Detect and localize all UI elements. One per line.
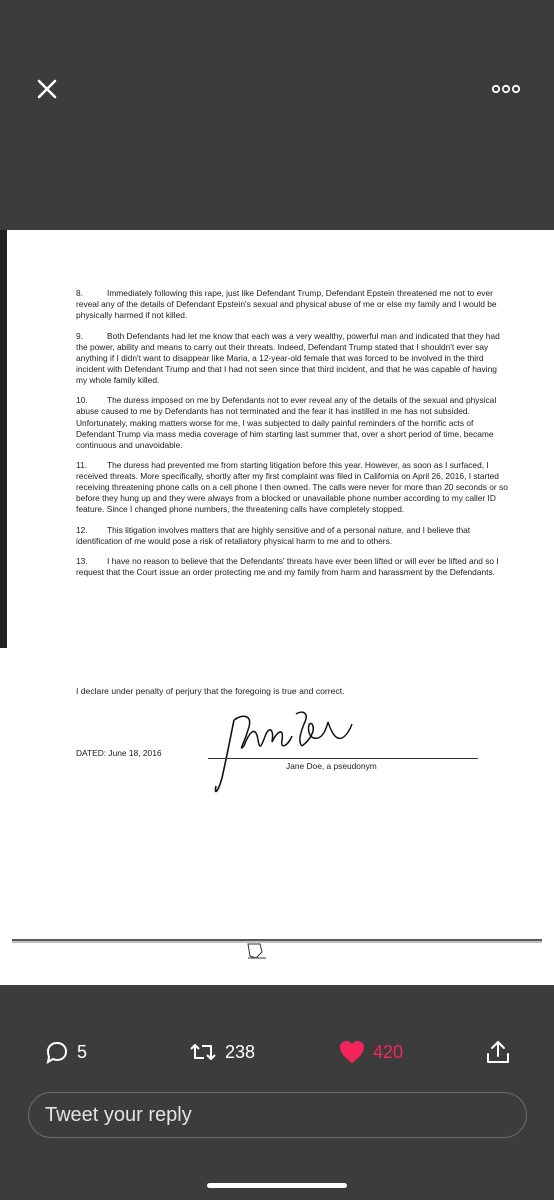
document-image[interactable] [0,230,554,985]
home-indicator [207,1183,347,1188]
like-button[interactable] [338,1037,403,1067]
media-viewer-top-bar [0,0,554,230]
more-options-icon [486,78,526,100]
paragraph-13: 13. I have no reason to believe that the Defendants' threats have ever been lifted or will ever be lifted and so I request that the Court issue an order protecting me and my family from harm and harassment by the Defendants. [76,556,499,578]
more-options-button[interactable] [486,78,526,100]
paragraph-8: 8. Immediately following this rape, just like Defendant Trump, Defendant Epstein threatened me not to ever reveal any of the details of Defendant Epstein's sexual and physical abuse of me or else my family and I would be physically harmed if not killed. [76,288,497,321]
retweet-count: 238 [225,1041,256,1062]
share-button[interactable] [484,1037,512,1067]
share-icon [484,1038,512,1066]
signature-name: Jane Doe, a pseudonym [286,761,377,771]
reply-placeholder: Tweet your reply [45,1104,192,1126]
close-icon [30,72,64,106]
signature-line [208,758,478,759]
document-text [76,288,508,588]
paragraph-10: 10. The duress imposed on me by Defendants not to ever reveal any of the details of the sexual and physical abuse caused to me by Defendants has not terminated and the fear it has instilled in me has not subsided. Unfortunately, making matters worse for me, I was subjected to daily painful reminders of the horrific acts of Defendant Trump via mass media coverage of him starting last summer that, over a short period of time, became continuous and unavoidable. [76,395,497,450]
page-break-edge [0,930,554,970]
close-button[interactable] [30,72,64,106]
handwritten-signature [204,700,364,810]
document-edge [0,230,7,648]
dated-line: DATED: June 18, 2016 [76,748,162,758]
heart-icon [338,1039,366,1065]
reply-button[interactable] [44,1037,87,1067]
retweet-icon [188,1039,218,1065]
paragraph-12: 12. This litigation involves matters that are highly sensitive and of a personal nature, and I believe that identification of me would pose a risk of retaliatory physical harm to me and to others. [76,524,471,546]
paragraph-9: 9. Both Defendants had let me know that each was a very wealthy, powerful man and indicated that they had the power, ability and means to carry out their threats. Indeed, Defendant Trump stated that I shouldn't ever say anything if I didn't want to disappear like Maria, a 12-year-old female that was forced to be involved in the third incident with Defendant Trump and that I had not seen since that third incident, and that he was capable of having my whole family killed. [76,330,500,385]
tweet-action-bar [0,985,554,1200]
paragraph-11: 11. The duress had prevented me from starting litigation before this year. However, as soon as I surfaced, I received threats. More specifically, shortly after my first complaint was filed in California on April 26, 2016, I started receiving threatening phone calls on a cell phone I then owned. The calls were never for more than 20 seconds or so before they hung up and they were always from a blocked or unavailable phone number according to my caller ID feature. Since I changed phone numbers, the threatening calls have completely stopped. [76,460,508,515]
declaration-statement: I declare under penalty of perjury that the foregoing is true and correct. [76,686,345,696]
like-count: 420 [373,1041,404,1062]
reply-count: 5 [77,1041,88,1062]
retweet-button[interactable] [188,1037,255,1067]
reply-icon [44,1039,70,1065]
reply-input[interactable] [28,1092,527,1138]
